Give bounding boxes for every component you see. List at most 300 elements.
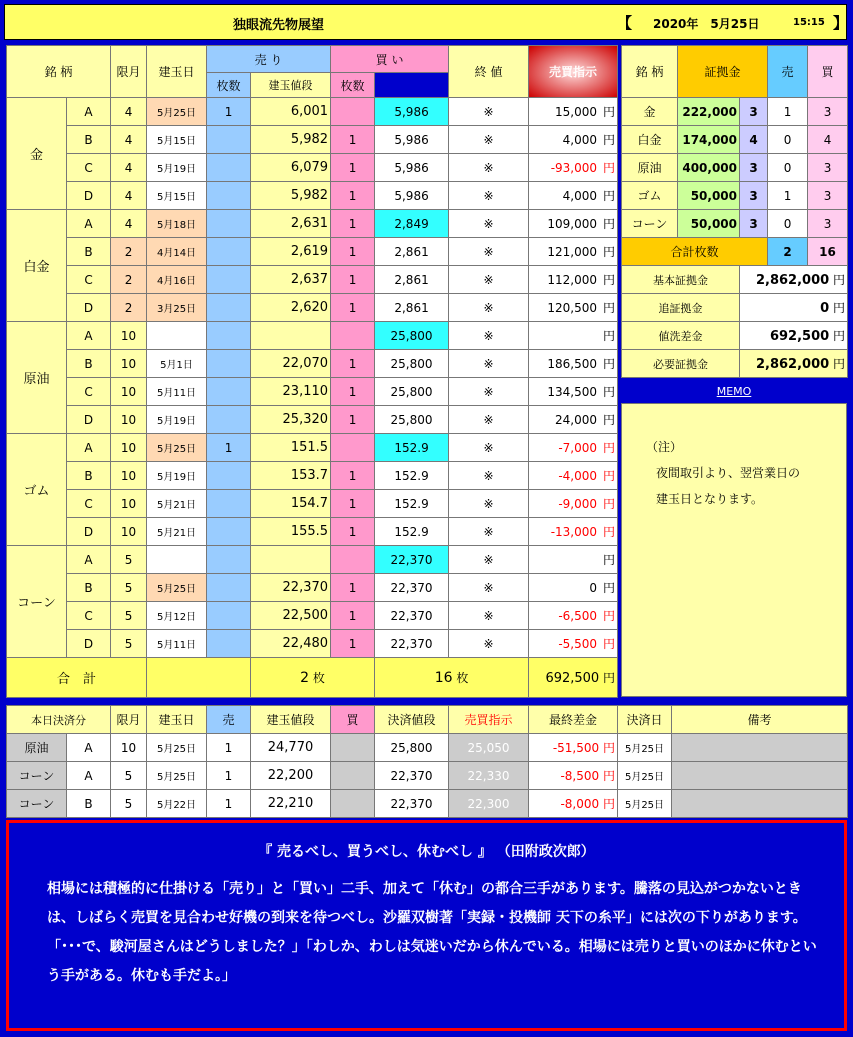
diff-cell [529, 266, 618, 294]
settle-diff-cell [529, 734, 618, 762]
settle-row [7, 734, 848, 762]
margin-row [622, 98, 848, 126]
margin-row [622, 182, 848, 210]
entry-price-cell: 2,620 [251, 294, 331, 322]
settle-header-kessaibi: 決済日 [618, 706, 672, 734]
month-cell: 2 [111, 238, 147, 266]
settle-name-cell: コーン [7, 790, 67, 818]
signal-cell: ※ [449, 518, 529, 546]
settle-sdate-cell: 5月25日 [618, 790, 672, 818]
settle-price-cell: 22,200 [251, 762, 331, 790]
buy-qty-cell [331, 98, 375, 126]
quote-body: 相場には積極的に仕掛ける「売り」と「買い」二手、加えて「休む」の都合三手があります。騰落の見込がつかないときは、しばらく売買を見合わせ好機の到来を待つべし。沙羅双樹著「実録・投機師 天下の糸平」には次の下りがあります。「･･･で、駿河屋さんはどうしました？」「わしか、わしは気迷いだから休んでいる。相場には売りと買いのほかに休むという手がある。休むも手だよ。」 [47, 881, 817, 984]
yen-unit: 円 [602, 797, 615, 811]
month-cell: 10 [111, 490, 147, 518]
summary-amount: 2,862,000 [755, 273, 830, 288]
close-price-cell: 5,986 [375, 182, 449, 210]
date-cell: 4月16日 [147, 266, 207, 294]
sell-qty-cell [207, 378, 251, 406]
summary-value [740, 294, 848, 322]
margin-count-cell: 4 [740, 126, 768, 154]
class-cell: A [67, 98, 111, 126]
margin-name-cell: コーン [622, 210, 678, 238]
sell-qty-cell [207, 462, 251, 490]
yen-unit: 円 [602, 769, 615, 783]
totals-sell-value: 2 [300, 670, 310, 686]
diff-cell [529, 630, 618, 658]
settle-header-saishu: 最終差金 [529, 706, 618, 734]
class-cell: A [67, 434, 111, 462]
diff-cell [529, 294, 618, 322]
signal-cell: ※ [449, 210, 529, 238]
class-cell: C [67, 490, 111, 518]
month-cell: 5 [111, 574, 147, 602]
yen-unit: 円 [603, 581, 616, 595]
settle-header-uri: 売 [207, 706, 251, 734]
sell-qty-cell [207, 182, 251, 210]
settle-diff-value: -8,000 [560, 797, 600, 811]
class-cell: D [67, 182, 111, 210]
margin-count-cell: 3 [740, 210, 768, 238]
entry-price-cell: 154.7 [251, 490, 331, 518]
table-row [7, 238, 618, 266]
buy-qty-cell: 1 [331, 378, 375, 406]
settle-name-cell: 原油 [7, 734, 67, 762]
buy-qty-cell: 1 [331, 574, 375, 602]
close-price-cell: 22,370 [375, 630, 449, 658]
class-cell: A [67, 210, 111, 238]
header-time: 15:15 [793, 17, 825, 28]
yen-unit: 円 [603, 441, 616, 455]
sell-qty-cell [207, 154, 251, 182]
sell-qty-cell: 1 [207, 434, 251, 462]
entry-price-cell: 22,070 [251, 350, 331, 378]
col-header-kai: 買 い [331, 46, 449, 73]
month-cell: 10 [111, 518, 147, 546]
settle-month-cell: 5 [111, 762, 147, 790]
totals-spacer [147, 658, 251, 698]
margin-sell-cell: 0 [768, 210, 808, 238]
margin-summary-row [622, 294, 848, 322]
settle-header-tate-nedan: 建玉値段 [251, 706, 331, 734]
diff-cell [529, 98, 618, 126]
entry-price-cell: 5,982 [251, 126, 331, 154]
date-cell: 4月14日 [147, 238, 207, 266]
diff-cell [529, 126, 618, 154]
settle-class-cell: B [67, 790, 111, 818]
entry-price-cell: 2,619 [251, 238, 331, 266]
date-cell: 5月19日 [147, 406, 207, 434]
col-header-tategyokubi: 建玉日 [147, 46, 207, 98]
margin-header-kai: 買 [808, 46, 848, 98]
settle-date-cell: 5月22日 [147, 790, 207, 818]
settle-row [7, 790, 848, 818]
margin-amount-cell: 50,000 [678, 182, 740, 210]
date-cell: 5月15日 [147, 182, 207, 210]
yen-unit: 円 [603, 273, 616, 287]
month-cell: 4 [111, 126, 147, 154]
col-header-maisu-sell: 枚数 [207, 73, 251, 98]
class-cell: C [67, 154, 111, 182]
settle-header-kai: 買 [331, 706, 375, 734]
yen-unit: 円 [603, 609, 616, 623]
sell-qty-cell [207, 518, 251, 546]
table-row [7, 574, 618, 602]
margin-buy-cell: 3 [808, 98, 848, 126]
entry-price-cell: 22,480 [251, 630, 331, 658]
summary-value [740, 350, 848, 378]
yen-unit: 円 [603, 133, 616, 147]
close-price-cell: 25,800 [375, 378, 449, 406]
diff-cell [529, 238, 618, 266]
col-header-meigara: 銘 柄 [7, 46, 111, 98]
settle-month-cell: 5 [111, 790, 147, 818]
table-row [7, 266, 618, 294]
month-cell: 4 [111, 98, 147, 126]
diff-cell [529, 210, 618, 238]
class-cell: D [67, 518, 111, 546]
class-cell: A [67, 546, 111, 574]
date-cell [147, 546, 207, 574]
date-cell: 5月15日 [147, 126, 207, 154]
settle-settle-cell: 22,370 [375, 762, 449, 790]
yen-unit: 円 [603, 637, 616, 651]
sell-qty-cell: 1 [207, 98, 251, 126]
diff-cell [529, 574, 618, 602]
date-cell: 5月19日 [147, 154, 207, 182]
yen-unit: 円 [603, 301, 616, 315]
month-cell: 10 [111, 322, 147, 350]
date-cell: 5月18日 [147, 210, 207, 238]
buy-qty-cell [331, 322, 375, 350]
date-cell: 5月1日 [147, 350, 207, 378]
col-header-gengetsu: 限月 [111, 46, 147, 98]
date-cell: 5月21日 [147, 490, 207, 518]
settle-sdate-cell: 5月25日 [618, 734, 672, 762]
settle-date-cell: 5月25日 [147, 734, 207, 762]
buy-qty-cell: 1 [331, 210, 375, 238]
diff-cell [529, 154, 618, 182]
summary-amount: 692,500 [769, 329, 830, 344]
signal-cell: ※ [449, 350, 529, 378]
month-cell: 10 [111, 378, 147, 406]
yen-unit: 円 [603, 161, 616, 175]
diff-value: 120,500 [547, 301, 598, 315]
margin-amount-cell: 174,000 [678, 126, 740, 154]
margin-row [622, 210, 848, 238]
diff-cell [529, 182, 618, 210]
settlement-table [6, 705, 848, 818]
yen-unit: 円 [602, 741, 615, 755]
signal-cell: ※ [449, 378, 529, 406]
sell-qty-cell [207, 602, 251, 630]
close-price-cell: 152.9 [375, 434, 449, 462]
settle-diff-value: -8,500 [560, 769, 600, 783]
yen-unit: 円 [603, 217, 616, 231]
settle-note-cell [672, 762, 848, 790]
yen-unit: 円 [603, 525, 616, 539]
diff-cell [529, 322, 618, 350]
close-price-cell: 152.9 [375, 490, 449, 518]
class-cell: B [67, 574, 111, 602]
close-price-cell: 25,800 [375, 406, 449, 434]
month-cell: 2 [111, 294, 147, 322]
settle-buy-cell [331, 790, 375, 818]
entry-price-cell [251, 322, 331, 350]
date-cell: 5月12日 [147, 602, 207, 630]
col-header-maisu-buy: 枚数 [331, 73, 375, 98]
settle-sell-cell: 1 [207, 734, 251, 762]
margin-name-cell: ゴム [622, 182, 678, 210]
class-cell: C [67, 378, 111, 406]
margin-sell-cell: 0 [768, 126, 808, 154]
diff-value: -7,000 [558, 441, 598, 455]
diff-cell [529, 434, 618, 462]
memo-line-1: （注） [646, 440, 683, 454]
diff-value: 112,000 [547, 273, 598, 287]
header-date: 2020年 5月25日 [653, 17, 760, 31]
yen-unit: 円 [603, 357, 616, 371]
signal-cell: ※ [449, 182, 529, 210]
quote-title: 『 売るべし、買うべし、休むべし 』 （田附政次郎） [258, 844, 595, 860]
settle-signal-cell: 25,050 [449, 734, 529, 762]
totals-buy-value: 16 [434, 670, 453, 686]
month-cell: 10 [111, 406, 147, 434]
table-row [7, 546, 618, 574]
summary-label: 追証拠金 [622, 294, 740, 322]
sell-qty-cell [207, 322, 251, 350]
month-cell: 4 [111, 182, 147, 210]
totals-buy-unit: 枚 [456, 671, 469, 685]
totals-sell [251, 658, 375, 698]
buy-qty-cell: 1 [331, 154, 375, 182]
month-cell: 2 [111, 266, 147, 294]
entry-price-cell: 23,110 [251, 378, 331, 406]
margin-buy-cell: 3 [808, 154, 848, 182]
class-cell: D [67, 294, 111, 322]
signal-cell: ※ [449, 546, 529, 574]
month-cell: 5 [111, 602, 147, 630]
settle-header-tategyokubi: 建玉日 [147, 706, 207, 734]
sell-qty-cell [207, 126, 251, 154]
close-price-cell: 5,986 [375, 98, 449, 126]
table-row [7, 406, 618, 434]
date-cell: 5月21日 [147, 518, 207, 546]
class-cell: B [67, 238, 111, 266]
margin-header-uri: 売 [768, 46, 808, 98]
col-header-tate-nedan: 建玉値段 [251, 73, 331, 98]
buy-qty-cell: 1 [331, 490, 375, 518]
sell-qty-cell [207, 266, 251, 294]
margin-name-cell: 白金 [622, 126, 678, 154]
date-cell: 5月25日 [147, 434, 207, 462]
buy-qty-cell: 1 [331, 602, 375, 630]
entry-price-cell: 6,001 [251, 98, 331, 126]
buy-qty-cell: 1 [331, 266, 375, 294]
commodity-name: コーン [7, 546, 67, 658]
page-title: 独眼流先物展望 [233, 18, 325, 33]
margin-summary-row [622, 350, 848, 378]
yen-unit: 円 [603, 385, 616, 399]
sell-qty-cell [207, 238, 251, 266]
margin-name-cell: 原油 [622, 154, 678, 182]
class-cell: B [67, 462, 111, 490]
month-cell: 4 [111, 154, 147, 182]
class-cell: D [67, 630, 111, 658]
diff-value: -5,500 [558, 637, 598, 651]
yen-unit: 円 [603, 553, 616, 567]
margin-count-cell: 3 [740, 154, 768, 182]
margin-amount-cell: 222,000 [678, 98, 740, 126]
signal-cell: ※ [449, 406, 529, 434]
close-price-cell: 152.9 [375, 462, 449, 490]
yen-unit: 円 [833, 273, 846, 287]
summary-label: 必要証拠金 [622, 350, 740, 378]
signal-cell: ※ [449, 238, 529, 266]
date-cell: 5月19日 [147, 462, 207, 490]
signal-cell: ※ [449, 266, 529, 294]
totals-diff-unit: 円 [603, 671, 616, 685]
summary-value [740, 322, 848, 350]
settle-sdate-cell: 5月25日 [618, 762, 672, 790]
close-price-cell: 22,370 [375, 574, 449, 602]
summary-label: 基本証拠金 [622, 266, 740, 294]
settle-buy-cell [331, 762, 375, 790]
class-cell: D [67, 406, 111, 434]
table-row [7, 182, 618, 210]
month-cell: 4 [111, 210, 147, 238]
close-price-cell: 5,986 [375, 126, 449, 154]
entry-price-cell: 22,370 [251, 574, 331, 602]
sell-qty-cell [207, 546, 251, 574]
table-row [7, 490, 618, 518]
summary-label: 値洗差金 [622, 322, 740, 350]
bracket-open: 【 [617, 14, 633, 32]
entry-price-cell: 153.7 [251, 462, 331, 490]
summary-value [740, 266, 848, 294]
settle-diff-cell [529, 790, 618, 818]
diff-value: 15,000 [555, 105, 598, 119]
summary-amount: 0 [820, 301, 830, 316]
diff-value: -93,000 [550, 161, 598, 175]
yen-unit: 円 [833, 329, 846, 343]
class-cell: B [67, 350, 111, 378]
margin-row [622, 126, 848, 154]
table-row [7, 518, 618, 546]
yen-unit: 円 [603, 329, 616, 343]
settle-note-cell [672, 790, 848, 818]
diff-cell [529, 518, 618, 546]
margin-header-shokokin: 証拠金 [678, 46, 768, 98]
table-row [7, 126, 618, 154]
signal-cell: ※ [449, 154, 529, 182]
signal-cell: ※ [449, 630, 529, 658]
buy-qty-cell: 1 [331, 238, 375, 266]
diff-value: 121,000 [547, 245, 598, 259]
yen-unit: 円 [603, 245, 616, 259]
month-cell: 5 [111, 546, 147, 574]
buy-qty-cell: 1 [331, 462, 375, 490]
margin-header-meigara: 銘 柄 [622, 46, 678, 98]
diff-cell [529, 546, 618, 574]
settle-buy-cell [331, 734, 375, 762]
buy-qty-cell [331, 546, 375, 574]
margin-row [622, 154, 848, 182]
header-bar [4, 4, 847, 40]
settle-note-cell [672, 734, 848, 762]
entry-price-cell: 25,320 [251, 406, 331, 434]
class-cell: A [67, 322, 111, 350]
yen-unit: 円 [603, 105, 616, 119]
entry-price-cell: 155.5 [251, 518, 331, 546]
diff-cell [529, 490, 618, 518]
totals-buy [375, 658, 529, 698]
yen-unit: 円 [833, 357, 846, 371]
settle-price-cell: 22,210 [251, 790, 331, 818]
quote-box [6, 820, 847, 1031]
entry-price-cell [251, 546, 331, 574]
settle-sell-cell: 1 [207, 790, 251, 818]
diff-value: -6,500 [558, 609, 598, 623]
close-price-cell: 2,861 [375, 238, 449, 266]
diff-value: 186,500 [547, 357, 598, 371]
memo-line-2: 夜間取引より、翌営業日の [656, 466, 801, 480]
diff-value: 109,000 [547, 217, 598, 231]
class-cell: C [67, 266, 111, 294]
summary-amount: 2,862,000 [755, 357, 830, 372]
totals-label: 合 計 [7, 658, 147, 698]
close-price-cell: 25,800 [375, 350, 449, 378]
margin-sell-cell: 0 [768, 154, 808, 182]
diff-value: 134,500 [547, 385, 598, 399]
col-header-owarine: 終 値 [449, 46, 529, 98]
totals-diff-value: 692,500 [545, 671, 600, 686]
commodity-name: 白金 [7, 210, 67, 322]
settle-diff-value: -51,500 [552, 741, 600, 755]
signal-cell: ※ [449, 490, 529, 518]
buy-qty-cell: 1 [331, 294, 375, 322]
margin-name-cell: 金 [622, 98, 678, 126]
table-row [7, 378, 618, 406]
signal-cell: ※ [449, 434, 529, 462]
commodity-name: ゴム [7, 434, 67, 546]
totals-sell-unit: 枚 [312, 671, 325, 685]
date-cell: 5月11日 [147, 378, 207, 406]
margin-summary-row [622, 322, 848, 350]
margin-amount-cell: 400,000 [678, 154, 740, 182]
class-cell: B [67, 126, 111, 154]
month-cell: 10 [111, 350, 147, 378]
diff-value: -9,000 [558, 497, 598, 511]
totals-diff [529, 658, 618, 698]
signal-cell: ※ [449, 574, 529, 602]
buy-qty-cell [331, 434, 375, 462]
margin-sell-cell: 1 [768, 98, 808, 126]
margin-total-label: 合計枚数 [622, 238, 768, 266]
settle-month-cell: 10 [111, 734, 147, 762]
diff-cell [529, 378, 618, 406]
sell-qty-cell [207, 630, 251, 658]
sell-qty-cell [207, 210, 251, 238]
close-price-cell: 5,986 [375, 154, 449, 182]
date-cell [147, 322, 207, 350]
memo-link[interactable]: MEMO [621, 381, 847, 403]
settle-class-cell: A [67, 734, 111, 762]
entry-price-cell: 6,079 [251, 154, 331, 182]
margin-sell-cell: 1 [768, 182, 808, 210]
diff-value: 4,000 [562, 133, 598, 147]
settle-header-label: 本日決済分 [7, 706, 111, 734]
